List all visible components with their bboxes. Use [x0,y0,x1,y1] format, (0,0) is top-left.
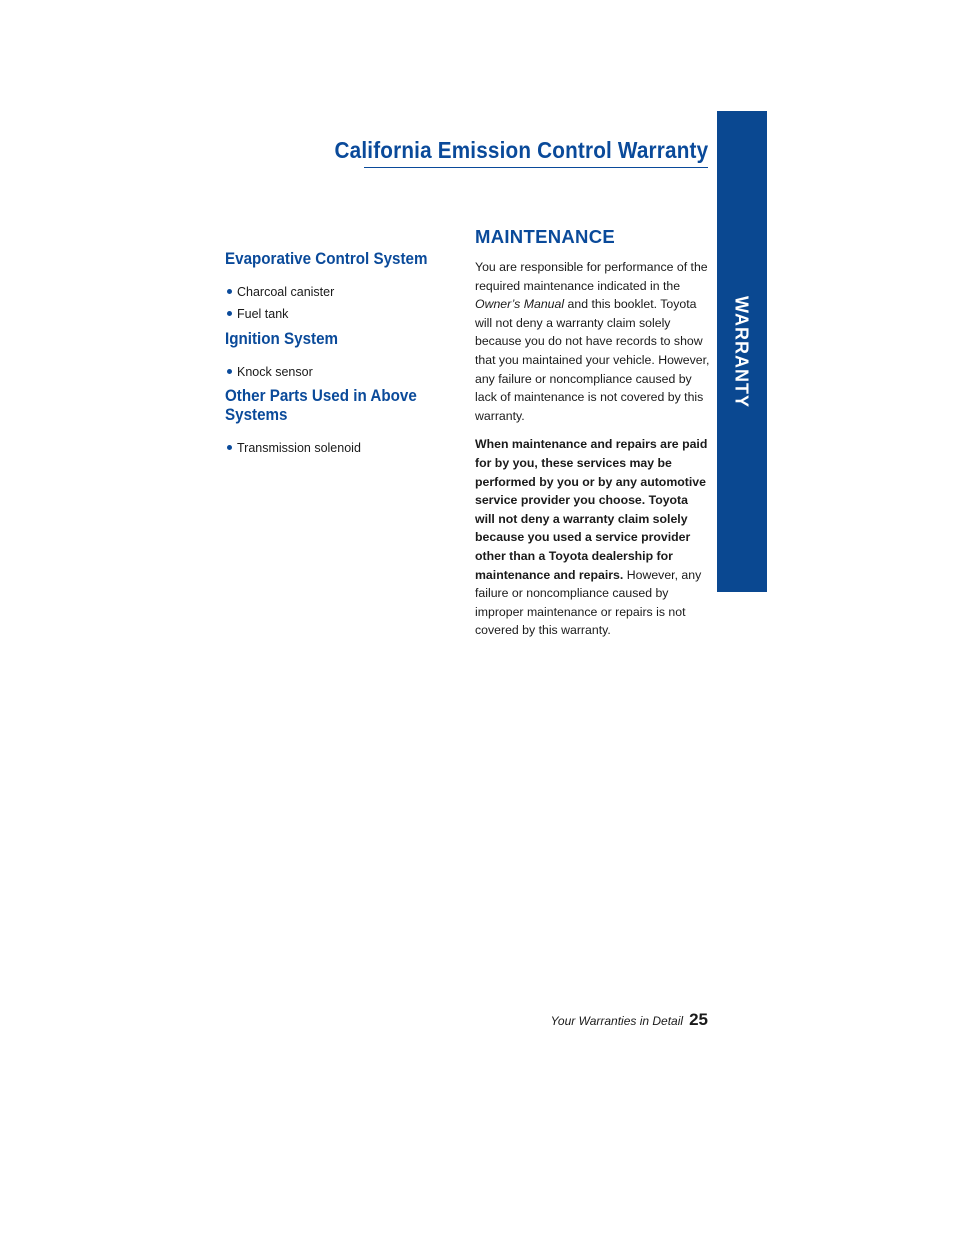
page-title: California Emission Control Warranty [334,137,708,163]
parts-list [225,437,440,459]
maintenance-paragraph [475,258,711,425]
section-heading: Ignition System [225,330,339,348]
list-item [225,281,445,303]
bullet-icon [227,311,232,316]
service-provider-paragraph [475,435,711,640]
owners-manual-reference: Owner’s Manual [475,297,565,312]
list-item-label: Transmission solenoid [237,441,361,455]
list-item-label: Charcoal canister [237,285,335,299]
page-footer [551,1010,708,1030]
bullet-icon [227,289,232,294]
parts-list [225,361,348,383]
maintenance-heading: MAINTENANCE [475,226,615,247]
side-tab-label: WARRANTY [731,296,752,408]
section-heading: Evaporative Control System [225,250,428,268]
page-number: 25 [689,1010,708,1029]
bullet-icon [227,369,232,374]
footer-label: Your Warranties in Detail [550,1014,684,1028]
paragraph-text: However, any failure or noncompliance caused by improper maintenance or repairs is not covered by this warranty. [475,567,702,638]
paragraph-text: and this booklet. Toyota will not deny a warranty claim solely because you do not have records to show that you maintained your vehicle. However, any failure or noncompliance caused by lack of maintenance is not covered by this warranty. [475,297,710,423]
right-column [475,226,711,640]
section-ignition-system [225,330,348,383]
bullet-icon [227,445,232,450]
list-item [225,361,348,383]
section-other-parts [225,387,440,459]
header-divider [364,167,708,168]
list-item-label: Knock sensor [237,365,313,379]
list-item [225,437,440,459]
bold-statement: When maintenance and repairs are paid for by you, these services may be performed by you or by any automotive service provider you choose. Toyota will not deny a warranty claim solely because you used a service provider other than a Toyota dealership for maintenance and repairs. [475,437,708,582]
list-item-label: Fuel tank [237,307,289,321]
list-item [225,303,445,325]
section-evaporative-control-system [225,250,445,325]
paragraph-text: You are responsible for performance of the required maintenance indicated in the [475,260,708,293]
parts-list [225,281,445,325]
section-heading: Other Parts Used in Above Systems [225,387,417,424]
